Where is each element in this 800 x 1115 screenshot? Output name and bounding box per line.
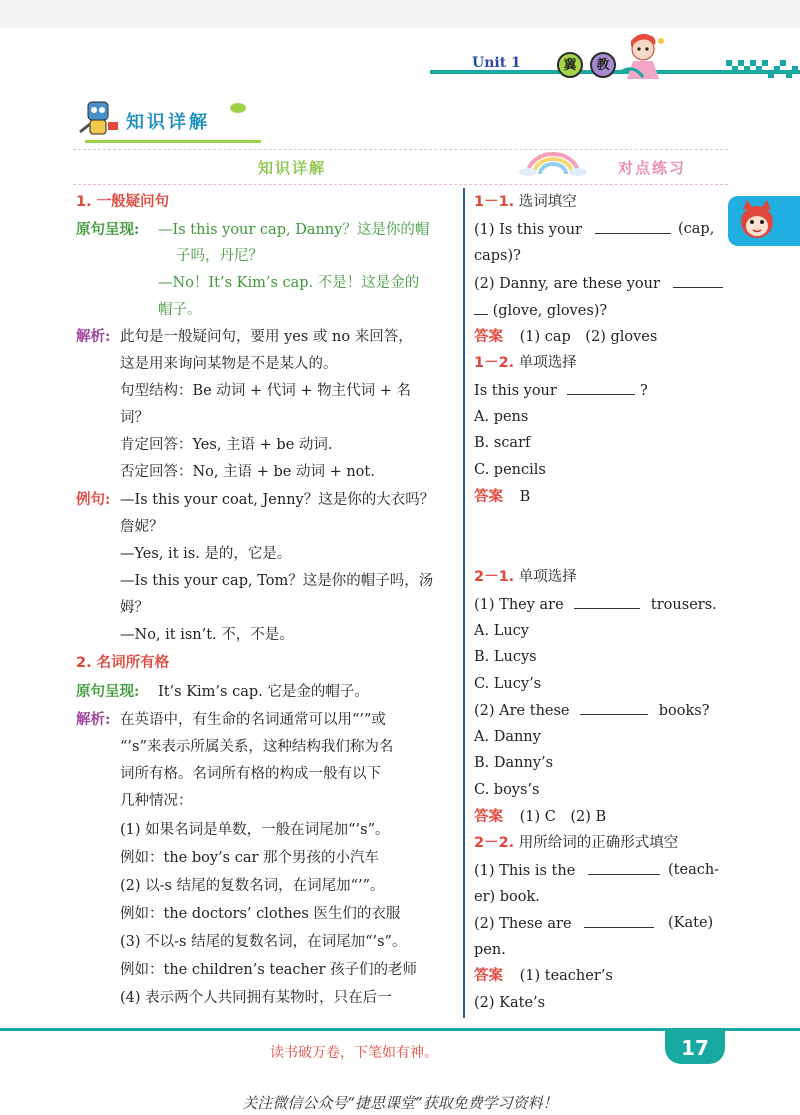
- answer-line: [474, 966, 613, 986]
- example-label: 例句:: [76, 491, 111, 508]
- edition-badge-jiao: 教: [590, 52, 616, 78]
- question-text: (2) Are these: [474, 703, 570, 719]
- answer-text: (1) teacher’s: [519, 968, 613, 984]
- exercise-number: 1－2.: [474, 355, 515, 371]
- answer-label: 答案: [474, 968, 503, 984]
- cat-face-icon: [737, 200, 777, 242]
- option: C. boys’s: [474, 782, 540, 798]
- question-text: ?: [640, 383, 648, 399]
- exercise-title: 用所给词的正确形式填空: [518, 835, 679, 851]
- option: C. pencils: [474, 462, 546, 478]
- text-line: (1) 如果名词是单数，一般在词尾加“’s”。: [120, 822, 390, 838]
- analysis-label: 解析:: [76, 328, 111, 345]
- answer-blank[interactable]: [584, 913, 654, 928]
- text-line: 此句是一般疑问句，要用 yes 或 no 来回答，: [120, 329, 413, 345]
- heading-1: 1. 一般疑问句: [76, 194, 170, 210]
- text-line: 否定回答：No, 主语 + be 动词 + not.: [120, 464, 375, 480]
- option: A. Lucy: [474, 623, 529, 639]
- answer-blank[interactable]: [567, 380, 635, 395]
- text-line: 词？: [120, 410, 149, 426]
- checker-decoration: [726, 60, 798, 78]
- text-line: 例如：the boy’s car 那个男孩的小汽车: [120, 850, 380, 866]
- question-text: (glove, gloves)?: [492, 303, 608, 319]
- question-text: (cap,: [678, 221, 715, 237]
- leaf-icon: [228, 100, 248, 116]
- exercise-title: 单项选择: [518, 569, 577, 585]
- top-band: [0, 0, 800, 28]
- question-text: caps)?: [474, 248, 521, 264]
- answer-label: 答案: [474, 329, 503, 345]
- text-line: (2) 以-s 结尾的复数名词，在词尾加“’”。: [120, 878, 385, 894]
- question-text: (2) These are: [474, 916, 572, 932]
- question-text: (1) Is this your: [474, 222, 582, 238]
- right-column-title: 对点练习: [618, 159, 687, 177]
- question-line: [474, 273, 723, 294]
- exercise-number: 2－2.: [474, 835, 515, 851]
- robot-mascot-icon: [78, 98, 122, 138]
- question-line: [474, 700, 709, 721]
- exercise-1-2-heading: [474, 353, 577, 373]
- promo-note: 关注微信公众号“捷思课堂”获取免费学习资料！: [242, 1094, 558, 1112]
- option: A. pens: [474, 409, 529, 425]
- question-text: (2) Danny, are these your: [474, 276, 660, 292]
- text-line: 姆？: [120, 600, 149, 616]
- rainbow-cloud-icon: [518, 150, 588, 176]
- text-line: —Is this your cap, Tom？这是你的帽子吗，汤: [120, 573, 434, 589]
- analysis-label: 解析:: [76, 711, 111, 728]
- original-sentence-label: 原句呈现:: [76, 221, 140, 238]
- answer-blank[interactable]: [474, 300, 488, 315]
- question-line: [474, 380, 648, 401]
- footer-motto: 读书破万卷，下笔如有神。: [270, 1045, 438, 1061]
- text-line: 在英语中，有生命的名词通常可以用“’”或: [120, 712, 386, 728]
- answer-blank[interactable]: [595, 219, 671, 234]
- left-column-title: 知识详解: [258, 159, 327, 177]
- question-line: [474, 594, 717, 615]
- option: B. scarf: [474, 435, 531, 451]
- question-line: [474, 219, 671, 240]
- text-line: 例如：the children’s teacher 孩子们的老师: [120, 962, 418, 978]
- question-text: books?: [658, 703, 710, 719]
- answer-text: (1) cap (2) gloves: [519, 329, 658, 345]
- question-text: (teach-: [668, 862, 720, 878]
- text-line: 这是用来询问某物是不是某人的。: [120, 356, 338, 372]
- answer-blank[interactable]: [588, 860, 660, 875]
- question-text: pen.: [474, 942, 506, 958]
- exercise-title: 单项选择: [518, 355, 577, 371]
- text-line: 帽子。: [158, 302, 202, 318]
- text-line: —Is this your cap, Danny？这是你的帽: [158, 222, 430, 238]
- text-line: —Yes, it is. 是的，它是。: [120, 546, 292, 562]
- question-text: (Kate): [668, 915, 714, 931]
- answer-label: 答案: [474, 489, 503, 505]
- original-sentence-label: 原句呈现:: [76, 683, 140, 700]
- text-line: 詹妮？: [120, 519, 164, 535]
- text-line: 词所有格。名词所有格的构成一般有以下: [120, 766, 381, 782]
- exercise-2-2-heading: [474, 833, 678, 853]
- answer-line: [474, 807, 606, 827]
- question-text: (1) They are: [474, 597, 564, 613]
- answer-blank[interactable]: [673, 273, 723, 288]
- question-line: [474, 913, 654, 934]
- text-line: It’s Kim’s cap. 它是金的帽子。: [158, 684, 369, 700]
- answer-blank[interactable]: [574, 594, 640, 609]
- answer-line: [474, 487, 530, 507]
- option: B. Danny’s: [474, 755, 554, 771]
- text-line: (3) 不以-s 结尾的复数名词，在词尾加“’s”。: [120, 934, 407, 950]
- text-line: 句型结构：Be 动词 + 代词 + 物主代词 + 名: [120, 383, 411, 399]
- unit-label: Unit 1: [472, 55, 521, 71]
- question-text: Is this your: [474, 383, 557, 399]
- question-line: [474, 860, 660, 881]
- answer-text: (1) C (2) B: [519, 809, 607, 825]
- text-line: 肯定回答：Yes, 主语 + be 动词.: [120, 437, 333, 453]
- answer-text: B: [519, 489, 531, 505]
- question-text: trousers.: [650, 597, 717, 613]
- exercise-1-1-heading: [474, 192, 577, 212]
- page-number: 17: [681, 1036, 709, 1060]
- question-line: [474, 300, 607, 321]
- heading-2: 2. 名词所有格: [76, 655, 170, 671]
- answer-label: 答案: [474, 809, 503, 825]
- exercise-number: 2－1.: [474, 569, 515, 585]
- text-line: 子吗，丹尼？: [176, 248, 263, 264]
- question-text: (1) This is the: [474, 863, 576, 879]
- edition-badge-ji: 冀: [557, 52, 583, 78]
- text-line: “’s”来表示所属关系，这种结构我们称为名: [120, 739, 394, 755]
- exercise-title: 选词填空: [518, 194, 577, 210]
- exercise-2-1-heading: [474, 567, 577, 587]
- option: B. Lucys: [474, 649, 537, 665]
- option: C. Lucy’s: [474, 676, 542, 692]
- column-divider: [463, 188, 465, 1018]
- text-line: 几种情况：: [120, 793, 193, 809]
- section-title: 知识详解: [126, 112, 210, 133]
- answer-text: (2) Kate’s: [474, 995, 546, 1011]
- text-line: —No, it isn’t. 不，不是。: [120, 627, 294, 643]
- answer-line: [474, 327, 657, 347]
- answer-blank[interactable]: [580, 700, 648, 715]
- text-line: —No！It’s Kim’s cap. 不是！这是金的: [158, 275, 420, 291]
- exercise-number: 1－1.: [474, 194, 515, 210]
- question-text: er) book.: [474, 889, 540, 905]
- girl-mascot-icon: [613, 33, 671, 85]
- text-line: —Is this your coat, Jenny？这是你的大衣吗？: [120, 492, 435, 508]
- text-line: 例如：the doctors’ clothes 医生们的衣服: [120, 906, 401, 922]
- text-line: (4) 表示两个人共同拥有某物时，只在后一: [120, 990, 392, 1006]
- option: A. Danny: [474, 729, 541, 745]
